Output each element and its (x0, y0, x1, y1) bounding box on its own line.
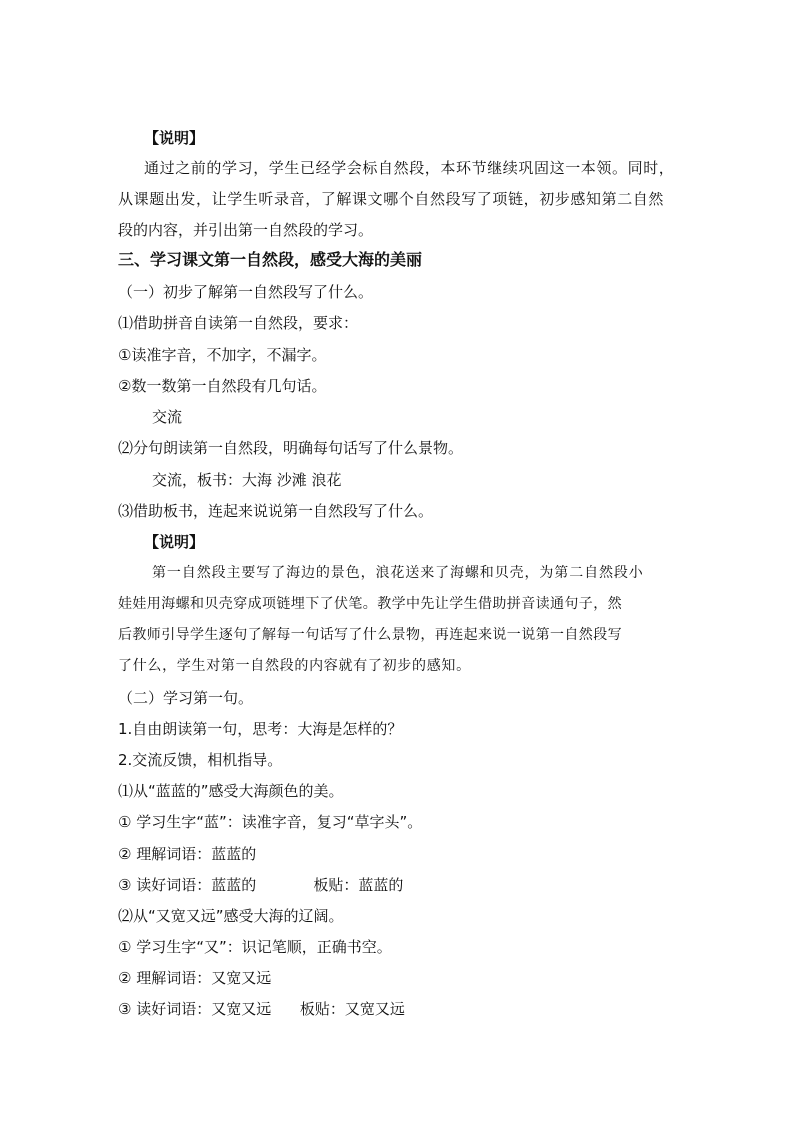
subsection-heading-2: （二）学习第一句。 (118, 689, 254, 707)
section-heading-3: 三、学习课文第一自然段，感受大海的美丽 (118, 250, 423, 269)
step-3: ⑶借助板书，连起来说说第一自然段写了什么。 (118, 502, 434, 520)
guidance-2-item-3: ③ 读好词语：又宽又远 板贴：又宽又远 (118, 1000, 405, 1018)
note-paragraph-1-line-2: 从课题出发，让学生听录音，了解课文哪个自然段写了项链，初步感知第二自然 (118, 190, 665, 208)
guidance-2-item-2: ② 理解词语：又宽又远 (118, 969, 272, 987)
activity-2: 2.交流反馈，相机指导。 (118, 751, 283, 769)
requirement-1: ①读准字音，不加字，不漏字。 (118, 346, 327, 364)
note-paragraph-2-line-2: 娃娃用海螺和贝壳穿成项链埋下了伏笔。教学中先让学生借助拼音读通句子，然 (118, 596, 622, 612)
guidance-1-item-3: ③ 读好词语：蓝蓝的 板贴：蓝蓝的 (118, 876, 404, 894)
guidance-2-item-1: ① 学习生字“又”：识记笔顺，正确书空。 (118, 938, 392, 956)
guidance-2: ⑵从“又宽又远”感受大海的辽阔。 (118, 907, 344, 925)
guidance-1-item-2: ② 理解词语：蓝蓝的 (118, 845, 257, 863)
note-paragraph-2-line-1: 第一自然段主要写了海边的景色，浪花送来了海螺和贝壳，为第二自然段小 (152, 565, 644, 581)
guidance-1: ⑴从“蓝蓝的”感受大海颜色的美。 (118, 782, 344, 800)
guidance-1-item-1: ① 学习生字“蓝”：读准字音，复习“草字头”。 (118, 813, 423, 831)
note-paragraph-1-line-3: 段的内容，并引出第一自然段的学习。 (118, 221, 374, 239)
note-heading-1: 【说明】 (144, 129, 205, 147)
exchange-board-notes: 交流，板书：大海 沙滩 浪花 (152, 471, 342, 489)
step-2: ⑵分句朗读第一自然段，明确每句话写了什么景物。 (118, 439, 464, 457)
note-paragraph-1-line-1: 通过之前的学习，学生已经学会标自然段，本环节继续巩固这一本领。同时， (144, 159, 675, 177)
note-heading-2: 【说明】 (144, 533, 205, 551)
note-paragraph-2-line-3: 后教师引导学生逐句了解每一句话写了什么景物，再连起来说一说第一自然段写 (118, 627, 622, 643)
subsection-heading-1: （一）初步了解第一自然段写了什么。 (118, 283, 374, 301)
exchange-label-1: 交流 (152, 408, 183, 426)
note-paragraph-2-line-4: 了什么，学生对第一自然段的内容就有了初步的感知。 (118, 658, 471, 674)
step-1: ⑴借助拼音自读第一自然段，要求： (118, 314, 359, 332)
activity-1: 1.自由朗读第一句，思考：大海是怎样的？ (118, 720, 403, 738)
requirement-2: ②数一数第一自然段有几句话。 (118, 377, 327, 395)
